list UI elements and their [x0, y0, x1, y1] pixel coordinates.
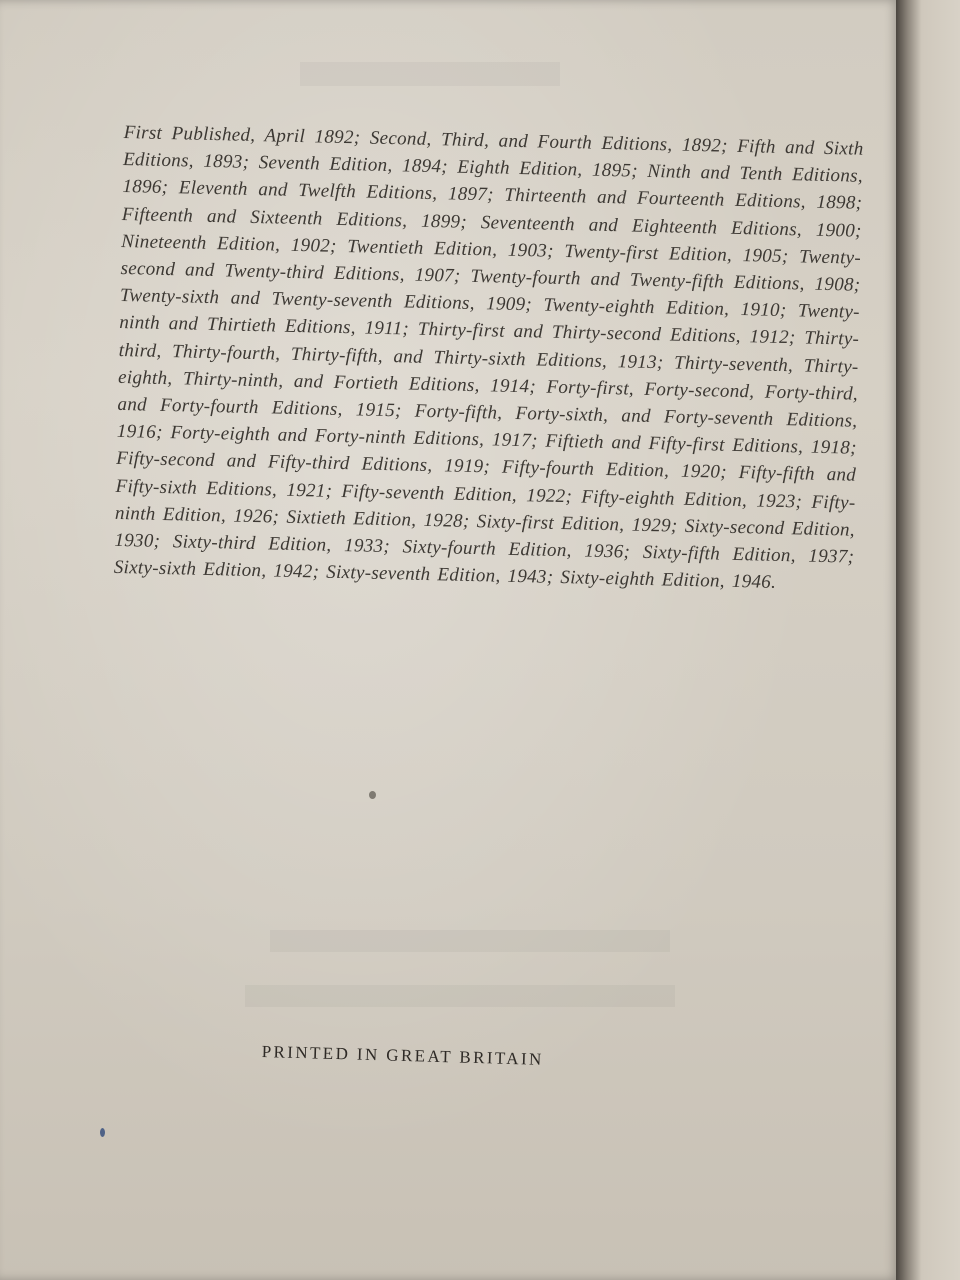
show-through-shadow [245, 985, 675, 1007]
show-through-shadow [300, 62, 560, 86]
adjacent-page-edge [896, 0, 960, 1280]
show-through-shadow [270, 930, 670, 952]
printed-in-imprint: PRINTED IN GREAT BRITAIN [261, 1042, 545, 1069]
paper-speck [369, 791, 376, 799]
editions-history-text: First Published, April 1892; Second, Third, and Fourth Editions, 1892; Fifth and Sixth Editions, 1893; Seventh Edition, 1894; Eighth Edition, 1895; Ninth and Tenth Editions, 1896; Eleventh and Twelfth Editions, 1897; Thirteenth and Fourteenth Editions, 1898; Fifteenth and Sixteenth Editions, 1899; Seventeenth and Eighteenth Editions, 1900; Nineteenth Edition, 1902; Twentieth Edition, 1903; Twenty-first Edition, 1905; Twenty-second and Twenty-third Editions, 1907; Twenty-fourth and Twenty-fifth Editions, 1908; Twenty-sixth and Twenty-seventh Editions, 1909; Twenty-eighth Edition, 1910; Twenty-ninth and Thirtieth Editions, 1911; Thirty-first and Thirty-second Editions, 1912; Thirty-third, Thirty-fourth, Thirty-fifth, and Thirty-sixth Editions, 1913; Thirty-seventh, Thirty-eighth, Thirty-ninth, and Fortieth Editions, 1914; Forty-first, Forty-second, Forty-third, and Forty-fourth Editions, 1915; Forty-fifth, Forty-sixth, and Forty-seventh Editions, 1916; Forty-eighth and Forty-ninth Editions, 1917; Fiftieth and Fifty-first Editions, 1918; Fifty-second and Fifty-third Editions, 1919; Fifty-fourth Edition, 1920; Fifty-fifth and Fifty-sixth Editions, 1921; Fifty-seventh Edition, 1922; Fifty-eighth Edition, 1923; Fifty-ninth Edition, 1926; Sixtieth Edition, 1928; Sixty-first Edition, 1929; Sixty-second Edition, 1930; Sixty-third Edition, 1933; Sixty-fourth Edition, 1936; Sixty-fifth Edition, 1937; Sixty-sixth Edition, 1942; Sixty-seventh Edition, 1943; Sixty-eighth Edition, 1946. [113, 121, 864, 594]
paper-speck [100, 1128, 105, 1137]
